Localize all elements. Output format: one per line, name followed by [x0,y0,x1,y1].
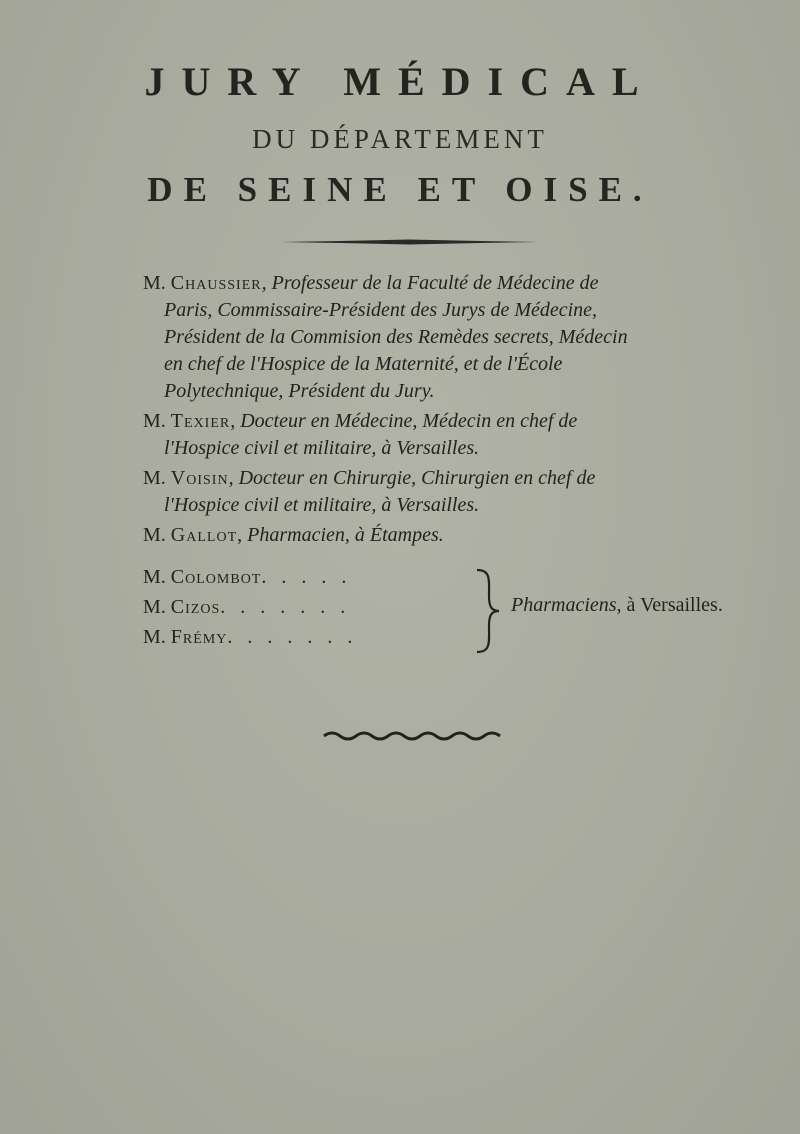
member-name: Gallot [170,524,238,546]
member-description-line: , Pharmacien, à Étampes. [237,524,444,546]
member-entry-gallot [143,522,683,549]
member-description-line: , Professeur de la Faculté de Médecine de [261,272,599,294]
member-prefix: M. [143,467,166,489]
member-prefix: M. [143,272,166,294]
member-prefix: M. [143,626,166,648]
member-entry-voisin [143,465,683,519]
dot-leader: . . . . . . . [227,626,358,648]
pharmaciens-place: , à Versailles. [616,594,723,616]
member-entry-texier [143,408,683,462]
member-name: Cizos [170,596,221,618]
pharmaciens-group [143,564,723,664]
member-list [143,270,683,552]
header-seine-et-oise: DE SEINE ET OISE. [147,170,653,209]
pharmaciens-label [511,594,723,617]
pharmacien-entry-fremy [143,626,357,649]
header-departement: DU DÉPARTEMENT [252,124,548,154]
member-prefix: M. [143,596,166,618]
member-description-line: Paris, Commissaire-Président des Jurys de Médecine, [164,299,598,321]
member-name: Voisin [170,467,229,489]
member-description-line: l'Hospice civil et militaire, à Versailles. [164,494,480,516]
member-name: Chaussier [170,272,262,294]
pharmaciens-role: Pharmaciens [511,594,617,616]
pharmacien-entry-colombot [143,566,351,589]
member-description-line: en chef de l'Hospice de la Maternité, et de l'École [164,353,563,375]
member-name: Texier [170,410,231,432]
member-description-line: Président de la Commision des Remèdes secrets, Médecin [164,326,628,348]
curly-brace [473,568,503,654]
member-prefix: M. [143,566,166,588]
dot-leader: . . . . . . . [220,596,351,618]
pharmacien-entry-cizos [143,596,350,619]
wave-ornament [322,728,502,744]
member-name: Frémy [170,626,228,648]
dot-leader: . . . . . [261,566,352,588]
thick-rule-divider [280,239,538,245]
member-name: Colombot [170,566,262,588]
member-prefix: M. [143,524,166,546]
member-entry-chaussier [143,270,683,405]
member-description-line: l'Hospice civil et militaire, à Versailles. [164,437,480,459]
member-description-line: , Docteur en Médecine, Médecin en chef de [230,410,578,432]
header-jury-medical: JURY MÉDICAL [144,59,656,104]
member-description-line: Polytechnique, Président du Jury. [164,380,435,402]
member-prefix: M. [143,410,166,432]
member-description-line: , Docteur en Chirurgie, Chirurgien en chef de [228,467,596,489]
